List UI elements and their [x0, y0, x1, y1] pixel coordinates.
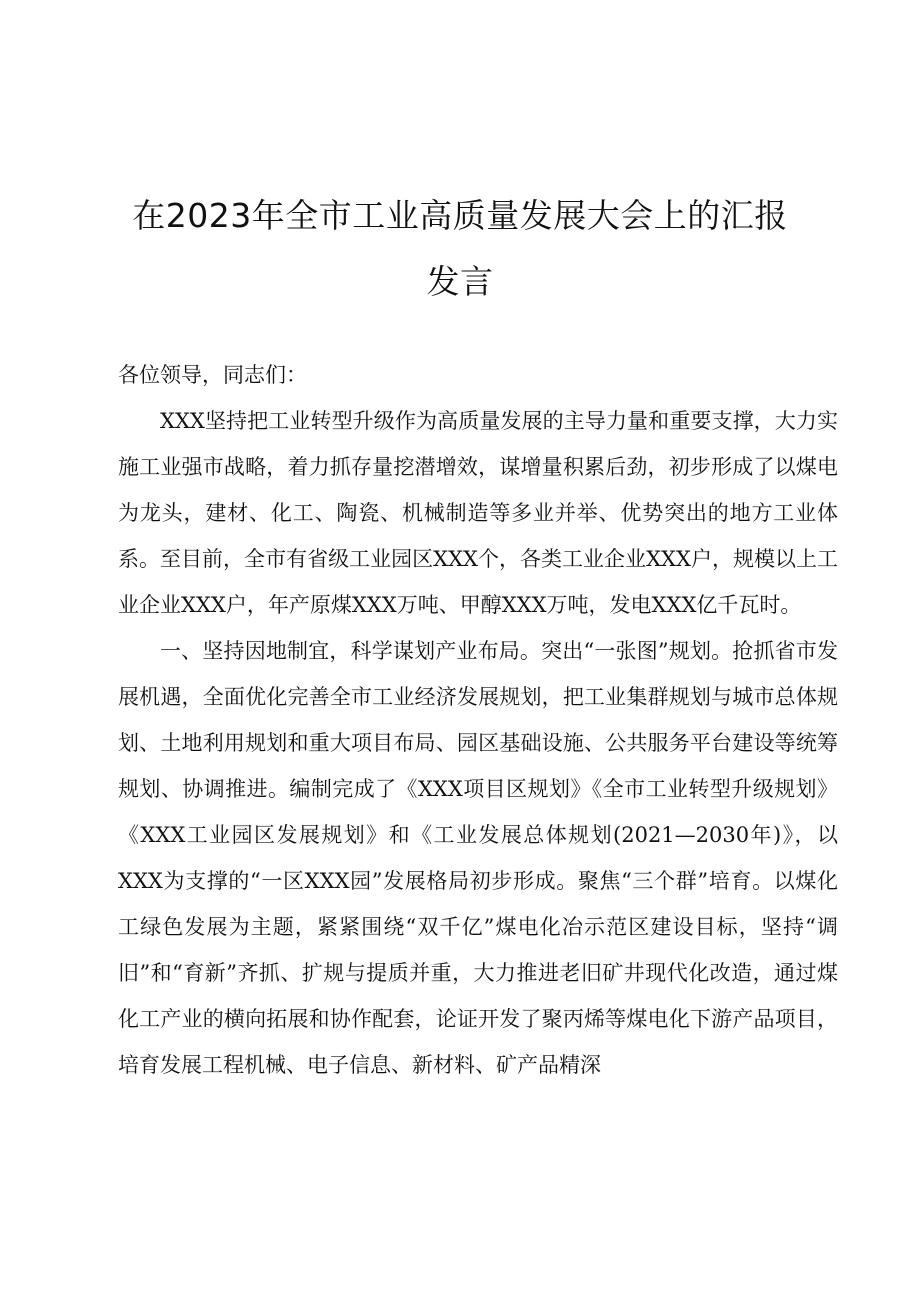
document-title-line-2: 发言 — [426, 262, 494, 301]
salutation: 各位领导，同志们： — [118, 363, 307, 387]
document-title-line-1: 在2023年全市工业高质量发展大会上的汇报 — [132, 196, 788, 235]
paragraph-intro: XXX坚持把工业转型升级作为高质量发展的主导力量和重要支撑，大力实施工业强市战略，着力抓存量挖潜增效，谋增量积累后劲，初步形成了以煤电为龙头，建材、化工、陶瓷、机械制造等多业并举、优势突出的地方工业体系。至目前，全市有省级工业园区XXX个，各类工业企业XXX户，规模以上工业企业XXX户，年产原煤XXX万吨、甲醇XXX万吨，发电XXX亿千瓦时。 — [118, 409, 838, 617]
document-body — [118, 352, 838, 1088]
paragraph-section-1: 一、坚持因地制宜，科学谋划产业布局。突出“一张图”规划。抢抓省市发展机遇，全面优化完善全市工业经济发展规划，把工业集群规划与城市总体规划、土地利用规划和重大项目布局、园区基础设施、公共服务平台建设等统筹规划、协调推进。编制完成了《XXX项目区规划》《全市工业转型升级规划》《XXX工业园区发展规划》和《工业发展总体规划(2021—2030年)》，以XXX为支撑的“一区XXX园”发展格局初步形成。聚焦“三个群”培育。以煤化工绿色发展为主题，紧紧围绕“双千亿”煤电化冶示范区建设目标，坚持“调旧”和“育新”齐抓、扩规与提质并重，大力推进老旧矿井现代化改造，通过煤化工产业的横向拓展和协作配套，论证开发了聚丙烯等煤电化下游产品项目，培育发展工程机械、电子信息、新材料、矿产品精深 — [118, 639, 838, 1077]
